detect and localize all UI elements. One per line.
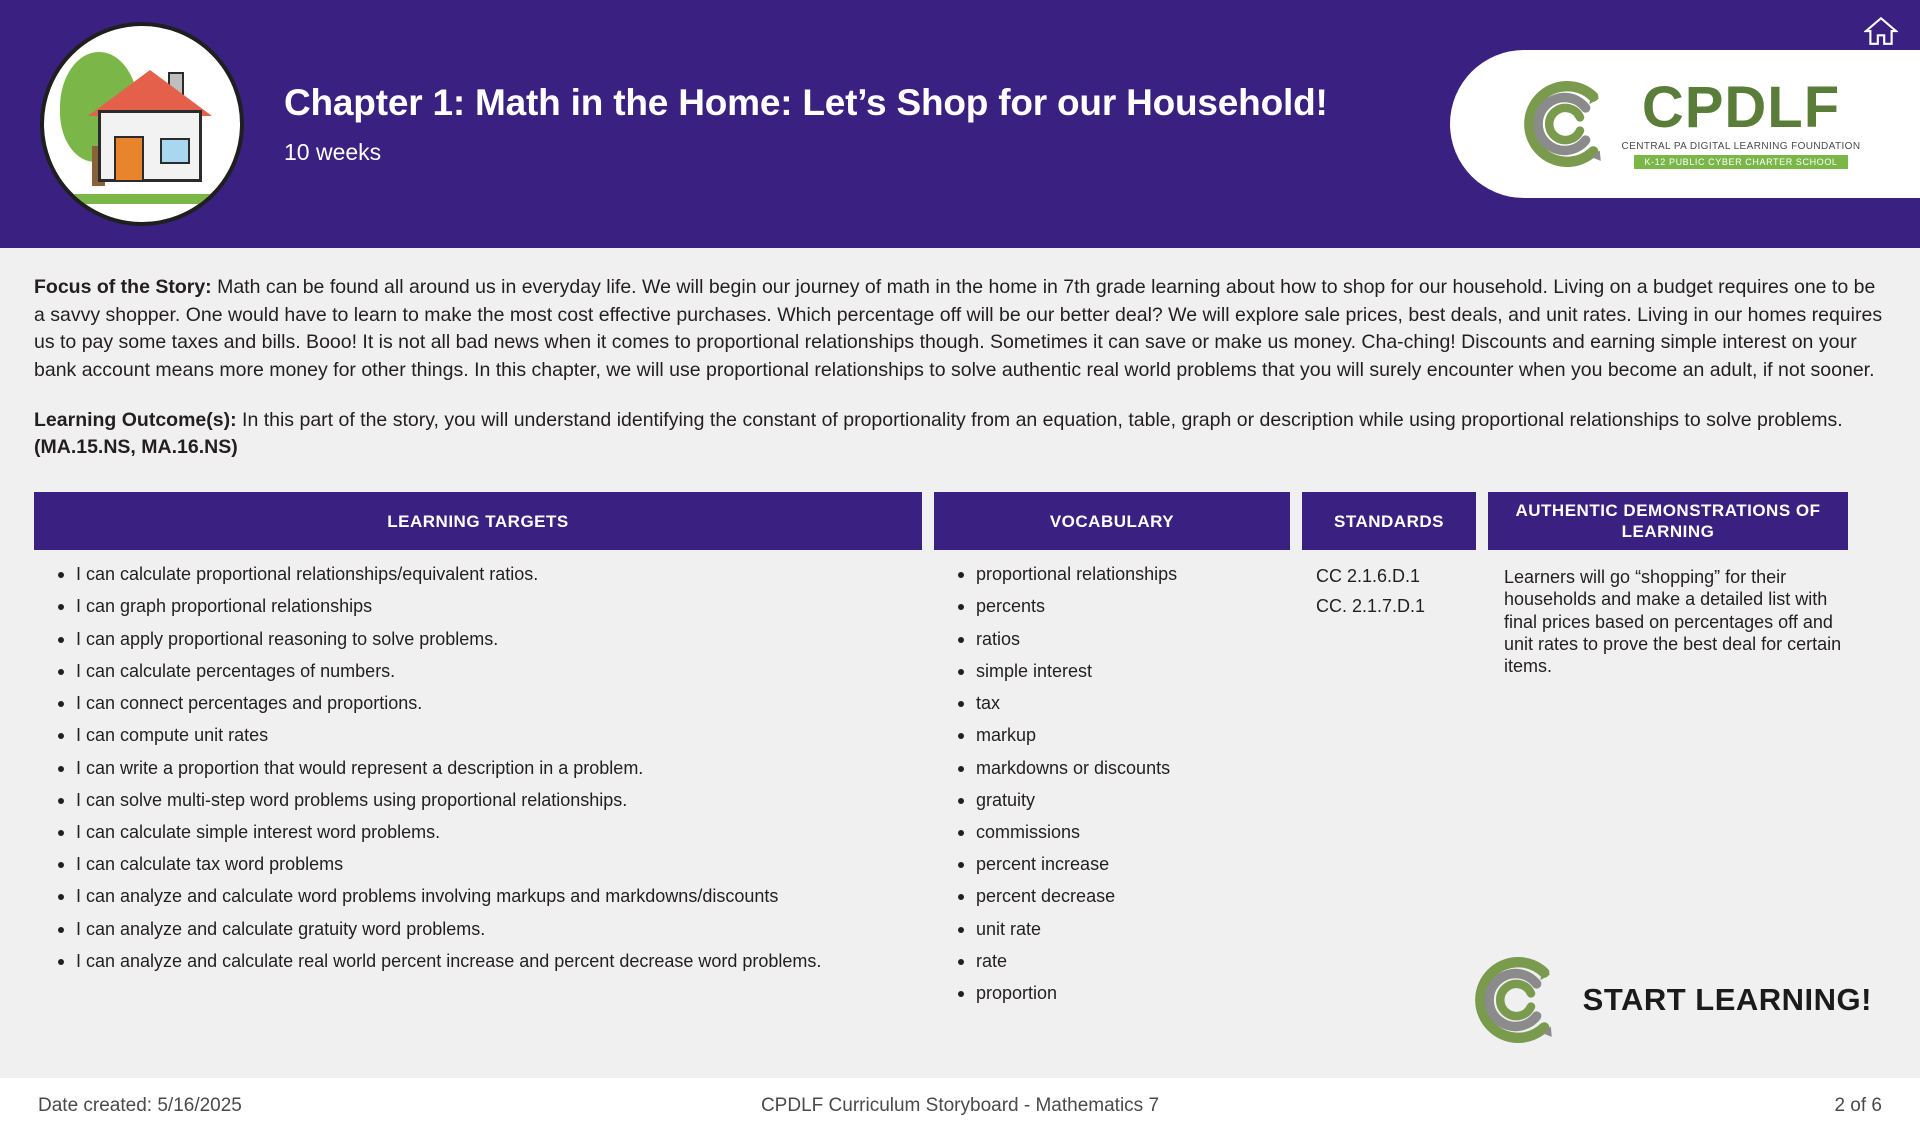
- focus-label: Focus of the Story:: [34, 276, 212, 298]
- list-item: I can solve multi-step word problems using proportional relationships.: [54, 790, 922, 811]
- list-item: commissions: [954, 822, 1290, 843]
- learning-outcome: [34, 407, 1864, 462]
- badge-door: [114, 136, 144, 182]
- badge-window: [160, 138, 190, 164]
- list-item: I can apply proportional reasoning to solve problems.: [54, 629, 922, 650]
- cpdlf-main-text: CPDLF: [1641, 75, 1841, 140]
- list-item: percents: [954, 596, 1290, 617]
- cpdlf-wordmark: [1621, 75, 1861, 169]
- list-item: markup: [954, 725, 1290, 746]
- learning-targets-column: [34, 492, 922, 983]
- list-item: gratuity: [954, 790, 1290, 811]
- header-text-block: [284, 82, 1430, 166]
- home-icon[interactable]: [1864, 14, 1898, 48]
- list-item: I can analyze and calculate gratuity word problems.: [54, 919, 922, 940]
- list-item: simple interest: [954, 661, 1290, 682]
- cpdlf-logo: [1450, 50, 1920, 198]
- list-item: CC. 2.1.7.D.1: [1316, 596, 1426, 617]
- columns-section: [34, 492, 1886, 1015]
- list-item: I can analyze and calculate word problems involving markups and markdowns/discounts: [54, 886, 922, 907]
- badge-ground: [44, 194, 240, 204]
- standards-column: [1302, 492, 1476, 626]
- authentic-demonstrations-heading: AUTHENTIC DEMONSTRATIONS OF LEARNING: [1488, 492, 1848, 550]
- list-item: rate: [954, 951, 1290, 972]
- focus-of-the-story: [34, 274, 1886, 385]
- list-item: CC 2.1.6.D.1: [1316, 566, 1421, 587]
- authentic-demonstrations-column: [1488, 492, 1848, 678]
- list-item: I can analyze and calculate real world percent increase and percent decrease word problems.: [54, 951, 922, 972]
- cpdlf-sub-text: CENTRAL PA DIGITAL LEARNING FOUNDATION: [1621, 141, 1861, 152]
- list-item: I can calculate simple interest word problems.: [54, 822, 922, 843]
- standards-list: [1302, 566, 1476, 617]
- vocabulary-heading: VOCABULARY: [934, 492, 1290, 550]
- learning-targets-list: [34, 564, 922, 972]
- list-item: markdowns or discounts: [954, 758, 1290, 779]
- list-item: proportion: [954, 983, 1290, 1004]
- focus-text: Math can be found all around us in everyday life. We will begin our journey of math in the home in 7th grade learning about how to shop for our household. Living on a budget requires one to be a savvy shopper. One would have to learn to make the most cost effective purchases. Which percentage off will be our better deal? We will explore sale prices, best deals, and unit rates. Living in our homes requires us to pay some taxes and bills. Booo! It is not all bad news when it comes to proportional relationships though. Sometimes it can save or make us money. Cha-ching! Discounts and earning simple interest on your bank account means more money for other things. In this chapter, we will use proportional relationships to solve authentic real world problems that you will surely encounter when you become an adult, if not sooner.: [34, 276, 1883, 382]
- start-learning-label: START LEARNING!: [1582, 982, 1872, 1017]
- list-item: I can calculate tax word problems: [54, 854, 922, 875]
- cpdlf-tagline: K-12 PUBLIC CYBER CHARTER SCHOOL: [1634, 155, 1847, 169]
- chapter-badge-illustration: [40, 22, 244, 226]
- swirl-icon: [1510, 72, 1614, 176]
- list-item: ratios: [954, 629, 1290, 650]
- list-item: I can calculate proportional relationships/equivalent ratios.: [54, 564, 922, 585]
- page-header: [0, 0, 1920, 248]
- list-item: I can calculate percentages of numbers.: [54, 661, 922, 682]
- list-item: I can write a proportion that would represent a description in a problem.: [54, 758, 922, 779]
- footer-document-title: CPDLF Curriculum Storyboard - Mathematics 7: [760, 1095, 1160, 1116]
- outcome-codes: (MA.15.NS, MA.16.NS): [34, 436, 238, 459]
- list-item: percent decrease: [954, 886, 1290, 907]
- footer-date-created: Date created: 5/16/2025: [38, 1095, 242, 1116]
- page-footer: [0, 1078, 1920, 1134]
- learning-targets-heading: LEARNING TARGETS: [34, 492, 922, 550]
- vocabulary-list: [934, 564, 1290, 1004]
- standards-heading: STANDARDS: [1302, 492, 1476, 550]
- vocabulary-column: [934, 492, 1290, 1015]
- start-learning-button[interactable]: [1461, 948, 1872, 1052]
- list-item: I can connect percentages and proportions.: [54, 693, 922, 714]
- footer-page-number: 2 of 6: [1834, 1095, 1882, 1116]
- list-item: I can compute unit rates: [54, 725, 922, 746]
- list-item: unit rate: [954, 919, 1290, 940]
- list-item: I can graph proportional relationships: [54, 596, 922, 617]
- page-title: Chapter 1: Math in the Home: Let’s Shop for our Household!: [284, 82, 1328, 124]
- swirl-icon: [1461, 948, 1565, 1052]
- list-item: tax: [954, 693, 1290, 714]
- chapter-duration: 10 weeks: [284, 138, 382, 165]
- list-item: proportional relationships: [954, 564, 1290, 585]
- list-item: percent increase: [954, 854, 1290, 875]
- outcome-label: Learning Outcome(s):: [34, 408, 237, 431]
- page-content: [0, 248, 1920, 1078]
- authentic-demonstrations-text: Learners will go “shopping” for their households and make a detailed list with final prices based on percentages off and unit rates to prove the best deal for certain items.: [1504, 567, 1842, 677]
- outcome-text: In this part of the story, you will understand identifying the constant of proportionality from an equation, table, graph or description while using proportional relationships to solve problems.: [236, 408, 1843, 431]
